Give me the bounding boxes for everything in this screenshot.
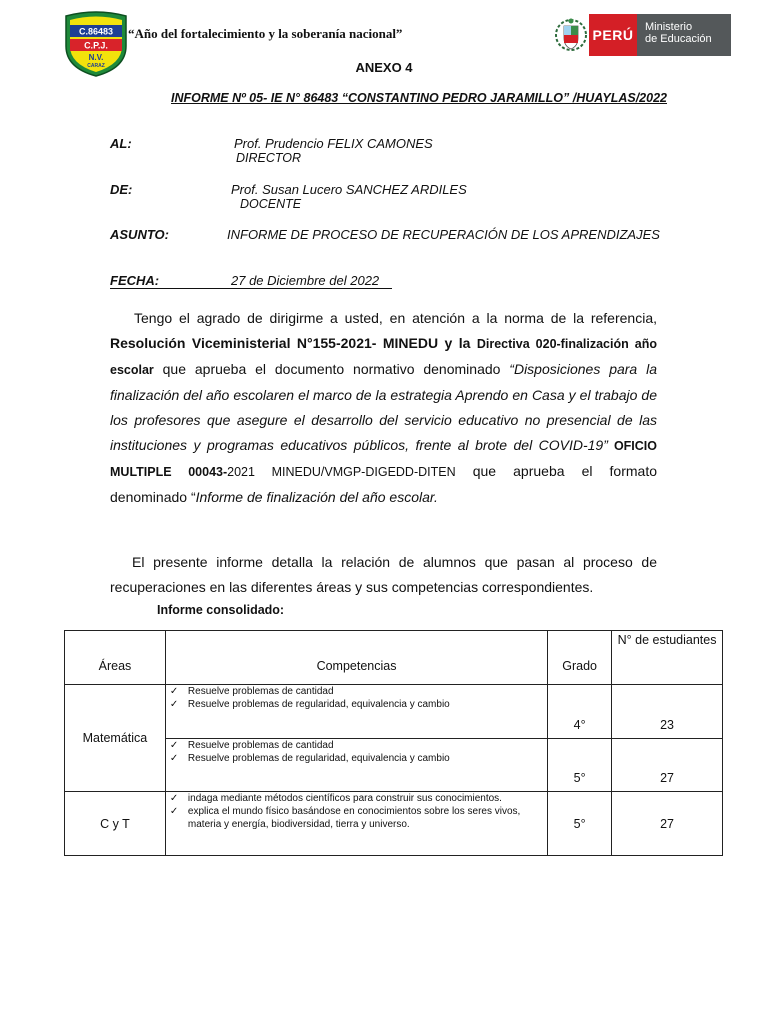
list-item: ✓ Resuelve problemas de cantidad xyxy=(169,686,334,697)
logo-text-code: C.86483 xyxy=(78,26,114,37)
ministry-logo xyxy=(553,14,731,56)
grade-cell: 4° xyxy=(548,685,612,739)
ministry-name xyxy=(637,14,731,56)
list-item: ✓ Resuelve problemas de cantidad xyxy=(169,740,334,751)
ministry-line-2: de Educación xyxy=(645,33,712,45)
area-cell: C y T xyxy=(65,792,166,856)
logo-text-initials: C.P.J. xyxy=(84,40,108,51)
p1-oficio-code: 2021 MINEDU/VMGP-DIGEDD-DITEN xyxy=(227,465,456,479)
peru-label: PERÚ xyxy=(589,14,637,56)
check-icon: ✓ xyxy=(169,686,179,697)
p1-format: que aprueba el formato denominado “ xyxy=(110,463,658,505)
list-item: ✓ Resuelve problemas de regularidad, equivalencia y cambio xyxy=(169,699,450,710)
competency-cell xyxy=(165,685,547,739)
consolidated-label: Informe consolidado: xyxy=(157,603,285,617)
competency-cell xyxy=(165,792,547,856)
ministry-line-1: Ministerio xyxy=(645,21,693,33)
table-row xyxy=(65,792,723,856)
p1-resolution: Resolución Viceministerial N°155-2021- MINEDU y la xyxy=(110,335,477,351)
al-name: Prof. Prudencio FELIX CAMONES xyxy=(234,136,433,151)
body-paragraph-1 xyxy=(110,306,657,510)
students-cell: 23 xyxy=(612,685,723,739)
table-row xyxy=(65,685,723,739)
report-title: INFORME Nº 05- IE N° 86483 “CONSTANTINO PEDRO JARAMILLO” /HUAYLAS/2022 xyxy=(171,91,667,105)
p1-directive: Directiva 020-finalización año escolar xyxy=(110,337,657,377)
students-cell: 27 xyxy=(612,739,723,792)
logo-text-nv: N.V. xyxy=(88,53,104,62)
p1-intro: Tengo el agrado de dirigirme a usted, en atención a la norma de la referencia, xyxy=(134,310,657,326)
check-icon: ✓ xyxy=(169,740,179,751)
peru-coat-of-arms-icon xyxy=(553,14,589,56)
p1-report-name: Informe de finalización del año escolar. xyxy=(195,489,438,505)
check-icon: ✓ xyxy=(169,806,179,817)
check-icon: ✓ xyxy=(169,753,179,764)
fecha-value: 27 de Diciembre del 2022 xyxy=(231,273,380,288)
header-competencies: Competencias xyxy=(165,631,547,685)
logo-text-city: CARAZ xyxy=(87,63,105,69)
header-areas: Áreas xyxy=(65,631,166,685)
list-item: ✓ Resuelve problemas de regularidad, equivalencia y cambio xyxy=(169,753,450,764)
fecha-label: FECHA: xyxy=(110,273,160,288)
consolidated-table xyxy=(64,630,723,856)
p1-approves: que aprueba el documento normativo denominado xyxy=(153,361,510,377)
grade-cell: 5° xyxy=(548,739,612,792)
p1-dispositions: “Disposiciones para la finalización del año escolaren el marco de la estrategia Aprendo en Casa y el trabajo de los profesores que asegure el desarrollo del servicio educativo no presencial de las instituciones y programas educativos públicos, frente al brote del COVID-19” xyxy=(110,361,657,453)
header-grade: Grado xyxy=(548,631,612,685)
grade-cell: 5° xyxy=(548,792,612,856)
asunto-label: ASUNTO: xyxy=(110,227,169,242)
asunto-value: INFORME DE PROCESO DE RECUPERACIÓN DE LOS APRENDIZAJES xyxy=(227,227,660,242)
area-cell: Matemática xyxy=(65,685,166,792)
p1-oficio: OFICIO MULTIPLE 00043- xyxy=(110,439,657,479)
de-role: DOCENTE xyxy=(240,197,302,211)
national-year-motto: “Año del fortalecimiento y la soberanía nacional” xyxy=(128,26,403,41)
al-label: AL: xyxy=(110,136,132,151)
check-icon: ✓ xyxy=(169,699,179,710)
competency-cell xyxy=(165,739,547,792)
body-paragraph-2: El presente informe detalla la relación de alumnos que pasan al proceso de recuperaciones en las diferentes áreas y sus competencias correspondientes. xyxy=(110,554,657,595)
students-cell: 27 xyxy=(612,792,723,856)
header-students: N° de estudiantes xyxy=(612,631,723,685)
al-role: DIRECTOR xyxy=(236,151,302,165)
check-icon: ✓ xyxy=(169,793,179,804)
list-item: ✓ indaga mediante métodos científicos para construir sus conocimientos. xyxy=(169,793,502,804)
de-name: Prof. Susan Lucero SANCHEZ ARDILES xyxy=(231,182,467,197)
list-item: ✓ explica el mundo físico basándose en conocimientos sobre los seres vivos, materia y energía, biodiversidad, tierra y universo. xyxy=(169,806,521,830)
annex-heading: ANEXO 4 xyxy=(355,60,413,75)
de-label: DE: xyxy=(110,182,133,197)
table-header-row xyxy=(65,631,723,685)
fecha-underline xyxy=(110,288,392,289)
